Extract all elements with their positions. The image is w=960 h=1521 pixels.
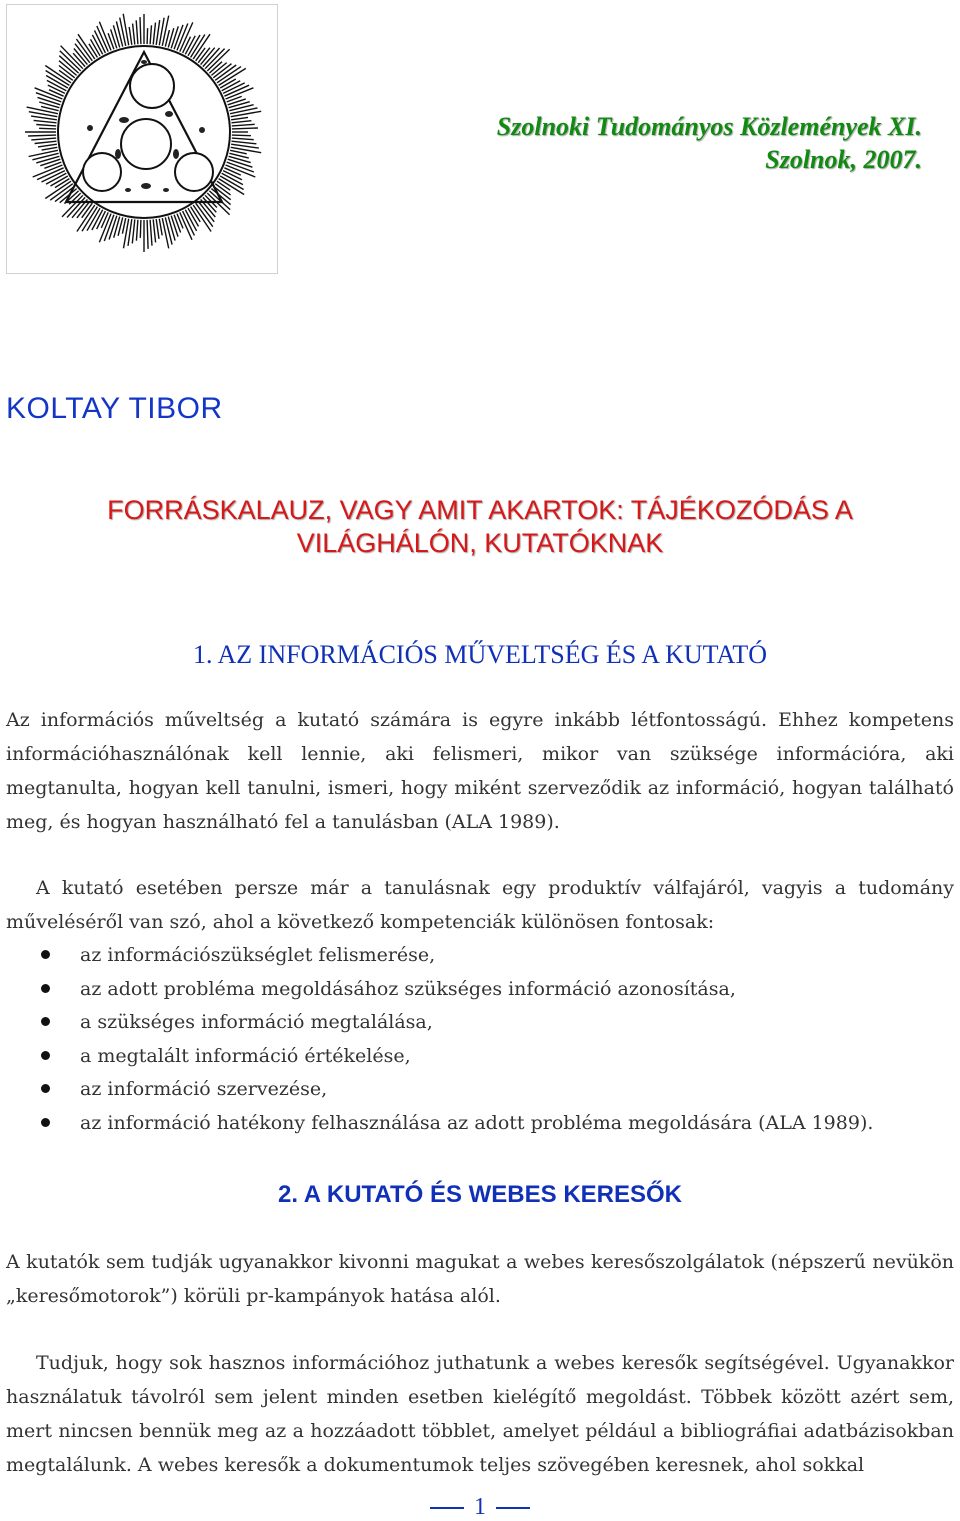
bullet-icon [41,1084,50,1093]
journal-place-year: Szolnok, 2007. [765,145,922,174]
section-2-paragraph-1: A kutatók sem tudják ugyanakkor kivonni magukat a webes keresőszolgálatok (népszerű nevükön „keresőmotorok”) körüli pr-kampányok hatása alól. [6,1251,954,1307]
journal-info [497,110,922,176]
bullet-icon [41,950,50,959]
footer-rule-right [496,1507,530,1509]
competency-list [6,938,954,1140]
list-item-text: az információszükséglet felismerése, [80,944,436,966]
bullet-icon [41,1017,50,1026]
section-2-paragraph-2: Tudjuk, hogy sok hasznos információhoz juthatunk a webes keresők segítségével. Ugyanakkor használatuk távolról sem jelent minden esetben kielégítő megoldást. Többek között azért sem, mert nincsen bennük meg az a hozzáadott többlet, amelyet például a bibliográfiai adatbázisokban megtalálunk. A webes keresők a dokumentumok teljes szövegében keresnek, ahol sokkal [6,1352,954,1476]
list-item-text: a szükséges információ megtalálása, [80,1011,433,1034]
list-item [6,1039,954,1073]
list-item-text: az információ szervezése, [80,1078,328,1101]
list-item-text: az információ hatékony felhasználása az adott probléma megoldására (ALA 1989). [80,1111,874,1134]
section-2-heading: 2. A KUTATÓ ÉS WEBES KERESŐK [277,1181,683,1208]
list-item [6,1005,954,1039]
article-title-line-2: VILÁGHÁLÓN, KUTATÓKNAK [296,528,664,558]
section-1-heading: 1. AZ INFORMÁCIÓS MŰVELTSÉG ÉS A KUTATÓ [192,640,768,669]
author-name: KOLTAY TIBOR [6,392,223,425]
bullet-icon [41,1051,50,1060]
page-number: 1 [474,1494,486,1520]
bullet-icon [41,984,50,993]
section-1-paragraph-2: A kutató esetében persze már a tanulásnak egy produktív válfajáról, vagyis a tudomány műveléséről van szó, ahol a következő kompetenciák különösen fontosak: [6,877,954,933]
bullet-icon [41,1118,50,1127]
list-item [6,1072,954,1106]
list-item [6,938,954,972]
section-1-paragraph-1: Az információs műveltség a kutató számára is egyre inkább létfontosságú. Ehhez kompetens információhasználónak kell lennie, aki felismeri, mikor van szüksége információra, aki megtanulta, hogyan kell tanulni, ismeri, hogy miként szerveződik az információ, hogyan található meg, és hogyan használható fel a tanulásban (ALA 1989). [6,709,954,833]
footer-rule-left [430,1507,464,1509]
list-item [6,972,954,1006]
list-item [6,1106,954,1140]
article-title [6,494,954,560]
article-title-line-1: FORRÁSKALAUZ, VAGY AMIT AKARTOK: TÁJÉKOZÓDÁS A [107,495,853,525]
journal-title: Szolnoki Tudományos Közlemények XI. [496,112,922,141]
list-item-text: az adott probléma megoldásához szükséges információ azonosítása, [80,977,736,1000]
list-item-text: a megtalált információ értékelése, [80,1044,411,1067]
triangle-circles-emblem-icon [6,4,278,274]
page-footer [0,1494,960,1521]
